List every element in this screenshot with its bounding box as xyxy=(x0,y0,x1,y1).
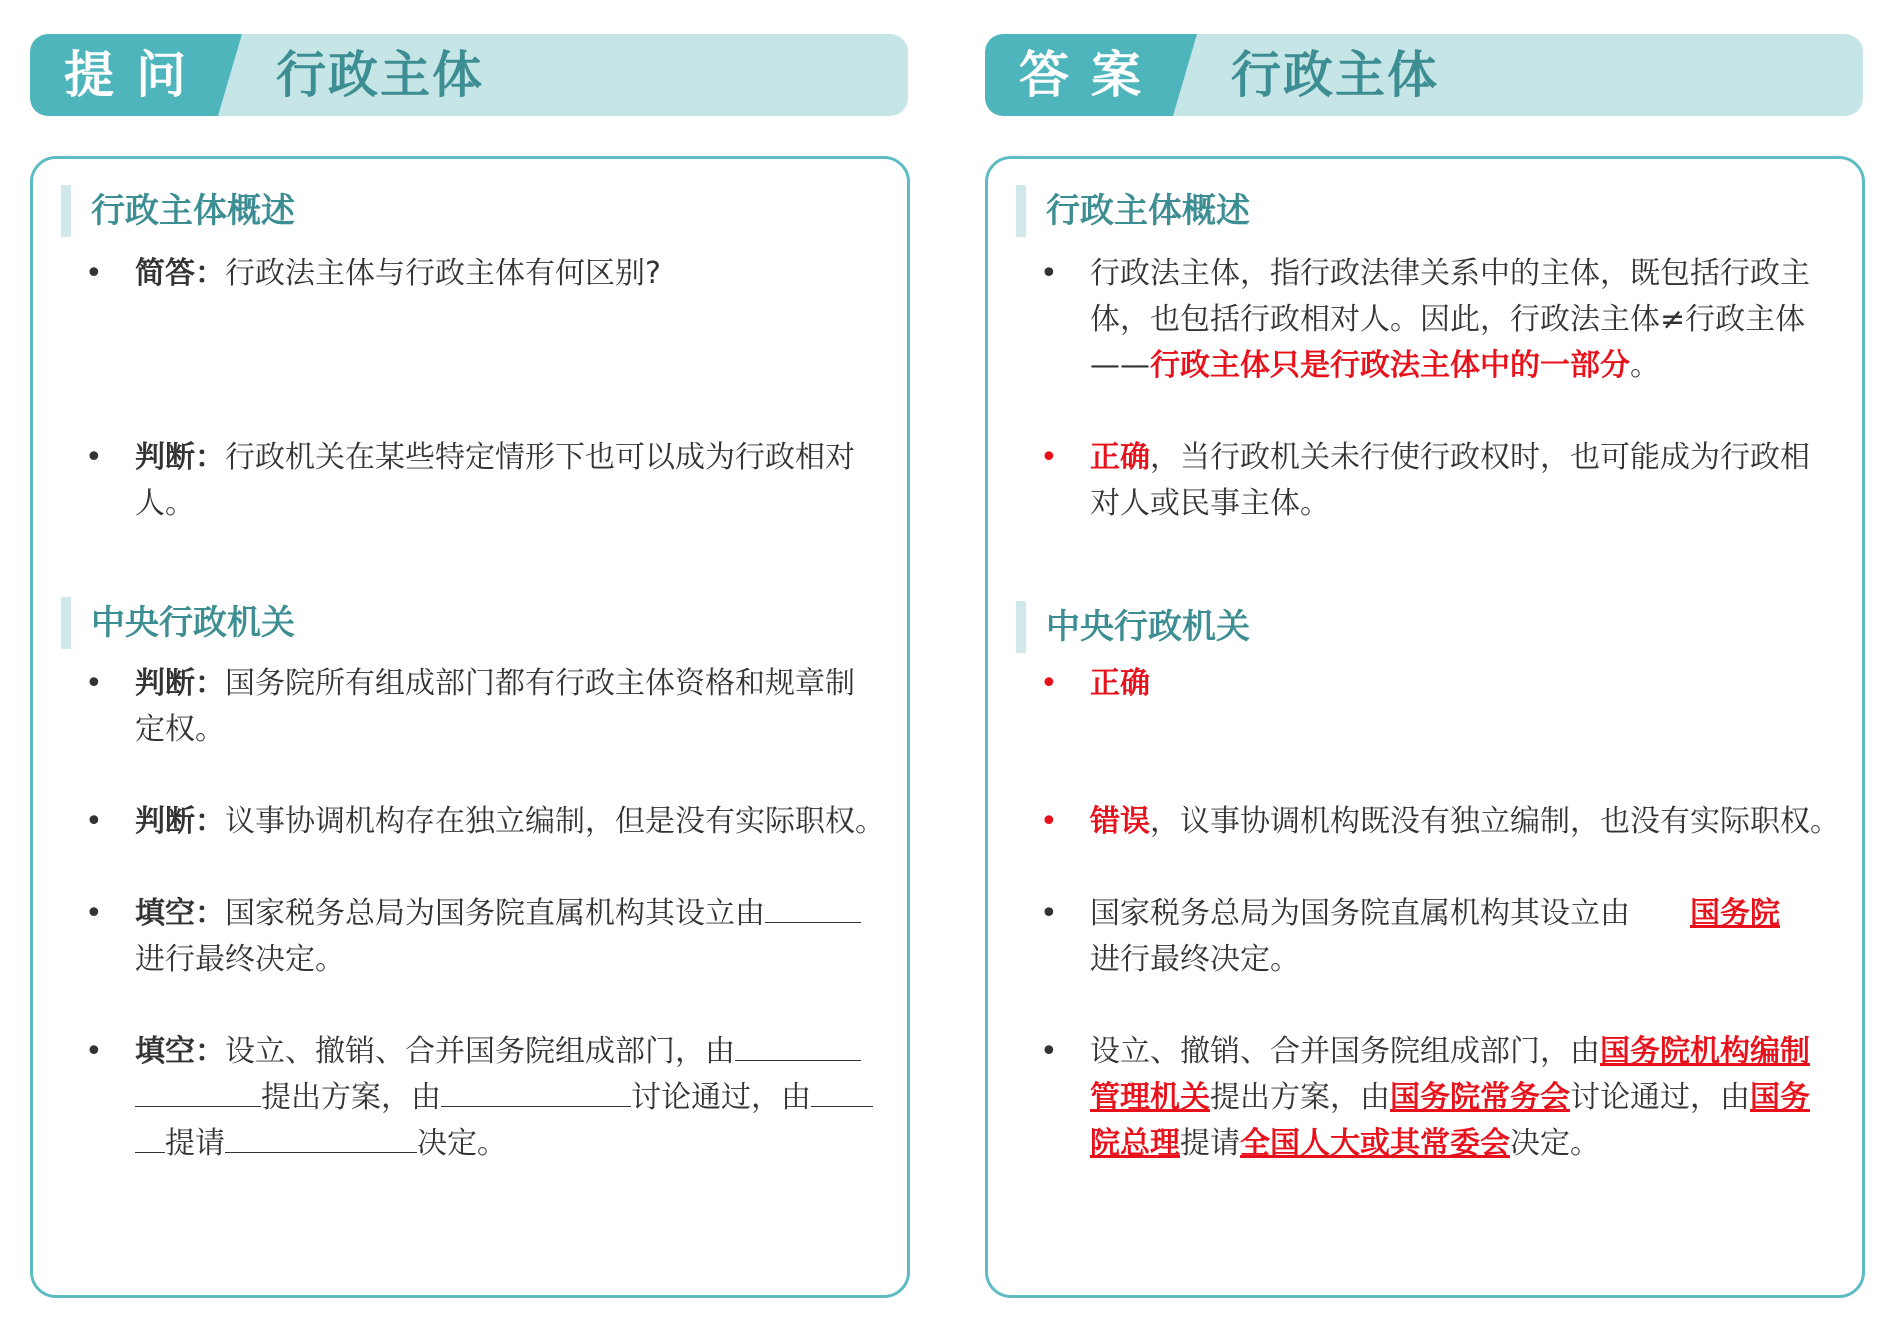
bullet: • xyxy=(85,804,103,839)
answer-fill: 国务院机构编制管理机关 xyxy=(1090,1034,1810,1115)
fill-blank[interactable] xyxy=(811,1076,873,1107)
answer-item: • 错误，议事协调机构既没有独立编制，也没有实际职权。 xyxy=(1040,799,1830,845)
bullet: • xyxy=(1040,804,1058,839)
bullet: • xyxy=(1040,256,1058,291)
question-item: • 简答：行政法主体与行政主体有何区别? xyxy=(85,251,875,297)
bullet: • xyxy=(1040,440,1058,475)
fill-blank[interactable] xyxy=(135,1076,261,1107)
section-title-overview: 行政主体概述 xyxy=(1016,185,1250,237)
answer-fill: 国务院总理 xyxy=(1090,1080,1810,1161)
answer-fill: 国务院常务会 xyxy=(1390,1080,1570,1115)
section-title-overview: 行政主体概述 xyxy=(61,185,295,237)
question-content-box xyxy=(30,156,910,1298)
fill-blank[interactable] xyxy=(441,1076,631,1107)
answer-item: • 国家税务总局为国务院直属机构其设立由 国务院 进行最终决定。 xyxy=(1040,891,1830,983)
section-title-central: 中央行政机关 xyxy=(1016,601,1250,653)
bullet: • xyxy=(85,666,103,701)
section-title-central: 中央行政机关 xyxy=(61,597,295,649)
question-panel-title: 行政主体 xyxy=(276,46,484,104)
fill-blank[interactable] xyxy=(765,892,861,923)
answer-tag-label: 答案 xyxy=(1019,46,1163,104)
bullet: • xyxy=(85,1034,103,1069)
answer-panel xyxy=(985,0,1865,1323)
answer-fill: 全国人大或其常委会 xyxy=(1240,1126,1510,1161)
bullet: • xyxy=(85,256,103,291)
bullet: • xyxy=(85,896,103,931)
bullet: • xyxy=(1040,896,1058,931)
bullet: • xyxy=(1040,666,1058,701)
answer-fill: 国务院 xyxy=(1690,896,1780,931)
fill-blank[interactable] xyxy=(135,1122,165,1153)
bullet: • xyxy=(1040,1034,1058,1069)
question-item: • 填空：国家税务总局为国务院直属机构其设立由 进行最终决定。 xyxy=(85,891,875,983)
question-panel xyxy=(30,0,910,1323)
answer-item: • 正确 xyxy=(1040,661,1830,707)
question-tag-label: 提问 xyxy=(64,46,208,104)
question-item: • 填空：设立、撤销、合并国务院组成部门，由 提出方案，由 讨论通过，由 提请 决定。 xyxy=(85,1029,875,1167)
fill-blank[interactable] xyxy=(225,1122,417,1153)
answer-content-box xyxy=(985,156,1865,1298)
answer-item: • 正确，当行政机关未行使行政权时，也可能成为行政相对人或民事主体。 xyxy=(1040,435,1830,527)
answer-header-banner xyxy=(985,34,1863,116)
fill-blank[interactable] xyxy=(735,1030,861,1061)
question-header-banner xyxy=(30,34,908,116)
question-item: • 判断：行政机关在某些特定情形下也可以成为行政相对人。 xyxy=(85,435,875,527)
question-item: • 判断：国务院所有组成部门都有行政主体资格和规章制定权。 xyxy=(85,661,875,753)
answer-item: • 设立、撤销、合并国务院组成部门，由国务院机构编制管理机关提出方案，由国务院常务会讨论通过，由国务院总理提请全国人大或其常委会决定。 xyxy=(1040,1029,1830,1167)
bullet: • xyxy=(85,440,103,475)
question-item: • 判断：议事协调机构存在独立编制，但是没有实际职权。 xyxy=(85,799,875,845)
answer-item: • 行政法主体，指行政法律关系中的主体，既包括行政主体，也包括行政相对人。因此，行政法主体≠行政主体——行政主体只是行政法主体中的一部分。 xyxy=(1040,251,1830,389)
answer-panel-title: 行政主体 xyxy=(1231,46,1439,104)
